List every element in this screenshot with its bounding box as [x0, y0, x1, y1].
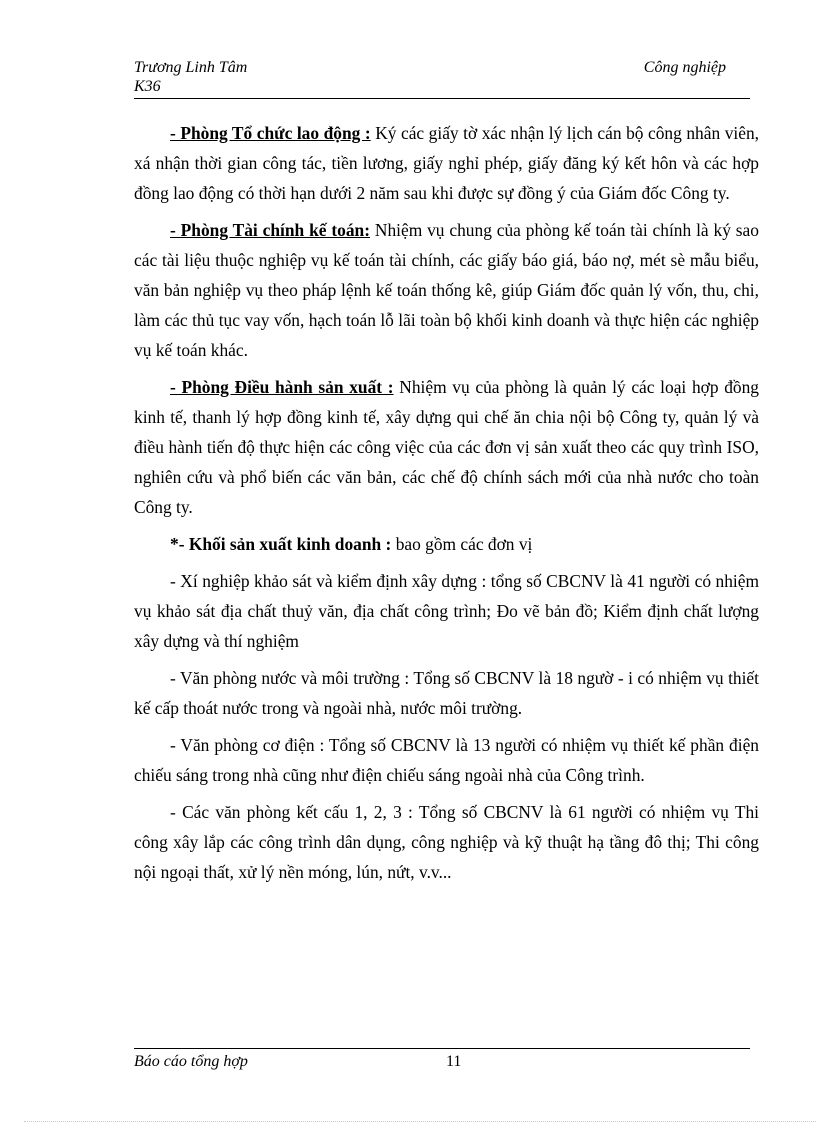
- paragraph-business-block: [134, 529, 759, 559]
- paragraph-label: - Phòng Tài chính kế toán:: [170, 220, 370, 240]
- header-left: [134, 58, 247, 96]
- paragraph-structure-offices: - Các văn phòng kết cấu 1, 2, 3 : Tổng số CBCNV là 61 người có nhiệm vụ Thi công xây lắp các công trình dân dụng, công nghiệp và kỹ thuật hạ tầng đô thị; Thi công nội ngoại thất, xử lý nền móng, lún, nứt, v.v...: [134, 802, 759, 882]
- page-edge-divider: [24, 1121, 816, 1122]
- paragraph-finance-department: [134, 215, 759, 365]
- paragraph-text: Nhiệm vụ chung của phòng kế toán tài chính là ký sao các tài liệu thuộc nghiệp vụ kế toán tài chính, các giấy báo giá, báo nợ, mét sè mẫu biểu, văn bản nghiệp vụ theo pháp lệnh kế toán thống kê, giúp Giám đốc quản lý vốn, thu, chi, làm các thủ tục vay vốn, hạch toán lỗ lãi toàn bộ khối kinh doanh và thực hiện các nghiệp vụ kế toán khác.: [134, 220, 759, 360]
- paragraph-hr-department: [134, 118, 759, 208]
- paragraph-label: - Phòng Điều hành sản xuất :: [170, 377, 394, 397]
- page-footer: [134, 1048, 750, 1071]
- footer-title: Báo cáo tổng hợp: [134, 1053, 248, 1070]
- paragraph-text: bao gồm các đơn vị: [391, 534, 533, 554]
- paragraph-text: Nhiệm vụ của phòng là quản lý các loại hợp đồng kinh tế, thanh lý hợp đồng kinh tế, xây dựng qui chế ăn chia nội bộ Công ty, quản lý và điều hành tiến độ thực hiện các công việc của các đơn vị sản xuất theo các quy trình ISO, nghiên cứu và phổ biến các văn bản, các chế độ chính sách mới của nhà nước cho toàn Công ty.: [134, 377, 759, 517]
- paragraph-water-office: - Văn phòng nước và môi trường : Tổng số CBCNV là 18 ngườ - i có nhiệm vụ thiết kế cấp thoát nước trong và ngoài nhà, nước môi trường.: [134, 668, 759, 718]
- header-author: Trương Linh Tâm: [134, 59, 248, 76]
- paragraph-production-department: [134, 372, 759, 522]
- paragraph-survey-enterprise: - Xí nghiệp khảo sát và kiểm định xây dựng : tổng số CBCNV là 41 người có nhiệm vụ khảo sát địa chất thuỷ văn, địa chất công trình; Đo vẽ bản đồ; Kiểm định chất lượng xây dựng và thí nghiệm: [134, 571, 759, 651]
- header-subject: Công nghiệp: [643, 59, 726, 76]
- paragraph-label: *- Khối sản xuất kinh doanh :: [170, 534, 392, 554]
- body-content: [134, 118, 759, 894]
- page-header: [134, 58, 750, 99]
- paragraph-text: Ký các giấy tờ xác nhận lý lịch cán bộ công nhân viên, xá nhận thời gian công tác, tiền lương, giấy nghỉ phép, giấy đăng ký kết hôn và các hợp đồng lao động có thời hạn dưới 2 năm sau khi được sự đồng ý của Giám đốc Công ty.: [134, 123, 759, 203]
- page-number: 11: [446, 1053, 462, 1070]
- paragraph-electrical-office: - Văn phòng cơ điện : Tổng số CBCNV là 13 người có nhiệm vụ thiết kế phần điện chiếu sáng trong nhà cũng như điện chiếu sáng ngoài nhà của Công trình.: [134, 735, 759, 785]
- header-class: K36: [134, 78, 161, 95]
- paragraph-label: - Phòng Tổ chức lao động :: [170, 123, 371, 143]
